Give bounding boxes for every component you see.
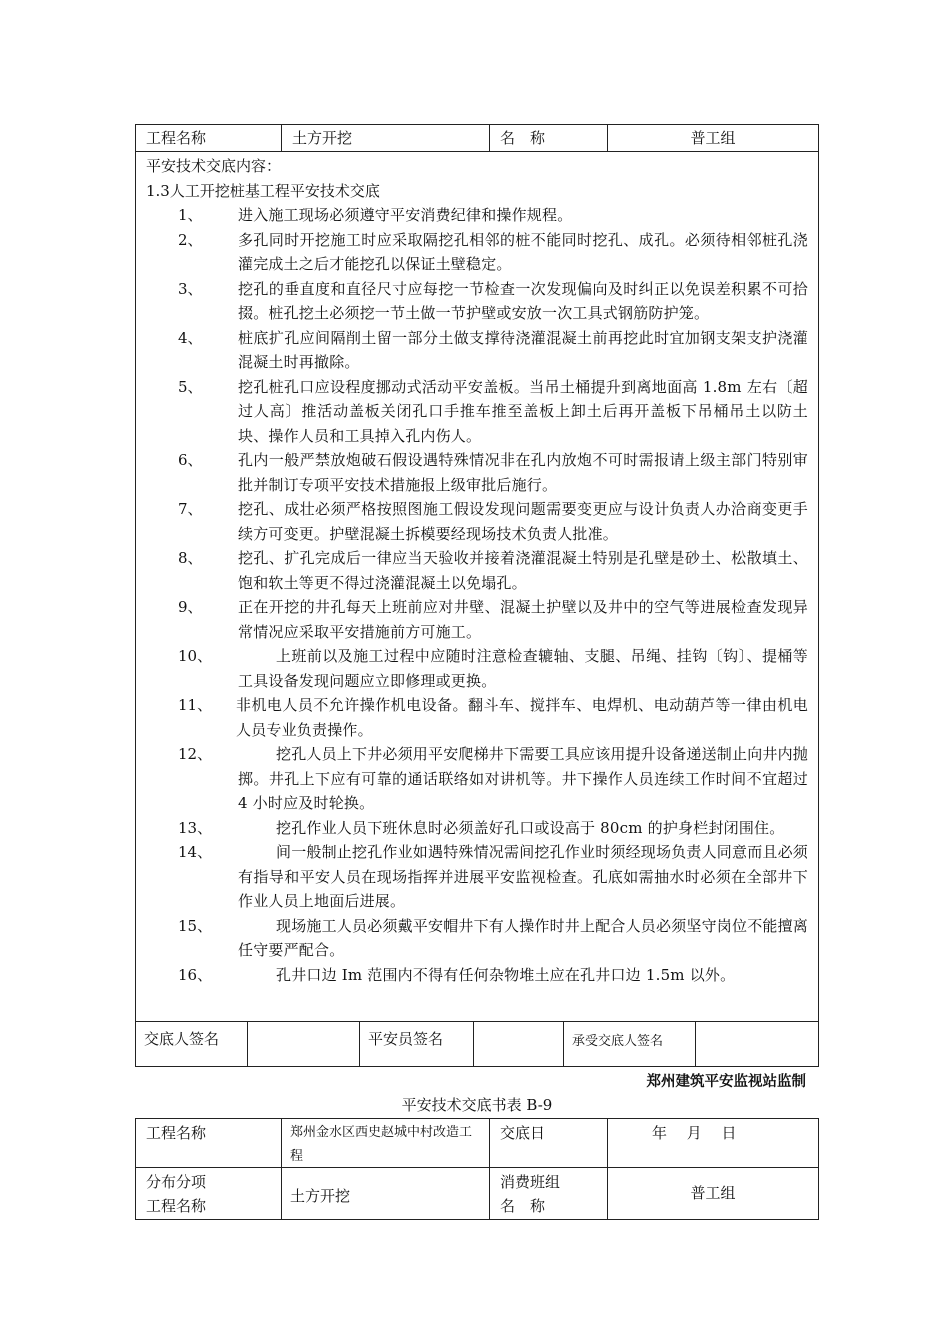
work-team-value: 普工组 <box>690 1184 736 1202</box>
list-item <box>146 644 808 693</box>
item-number: 12、 <box>178 745 213 763</box>
work-team-label-line: 消费班组 <box>500 1173 561 1191</box>
list-item <box>146 963 808 988</box>
item-text: 挖孔作业人员下班休息时必须盖好孔口或设高于 80cm 的护身栏封闭围住。 <box>276 818 785 837</box>
team-name-value: 普工组 <box>690 129 736 147</box>
item-number: 7、 <box>178 500 203 518</box>
item-text: 挖孔桩孔口应设程度挪动式活动平安盖板。当吊土桶提升到离地面高 1.8m 左右〔超过人高〕推活动盖板关闭孔口手推车推至盖板上卸土后再开盖板下吊桶吊土以防土块、操作人员和工具掉入孔内伤人。 <box>238 377 808 445</box>
list-item <box>146 693 808 742</box>
table-row <box>136 1168 818 1219</box>
item-number: 13、 <box>178 818 213 837</box>
subproject-label-line: 工程名称 <box>146 1197 207 1215</box>
safety-officer-signature-label: 平安员签名 <box>360 1022 474 1066</box>
list-item <box>146 228 808 277</box>
item-text: 正在开挖的井孔每天上班前应对井壁、混凝土护壁以及井中的空气等进展检查发现异常情况应采取平安措施前方可施工。 <box>238 598 808 641</box>
list-item <box>146 546 808 595</box>
item-number: 3、 <box>178 279 203 298</box>
list-item <box>146 840 808 914</box>
item-number: 6、 <box>178 451 203 469</box>
item-text: 多孔同时开挖施工时应采取隔挖孔相邻的桩不能同时挖孔、成孔。必须待相邻桩孔浇灌完成土之后才能挖孔以保证土壁稳定。 <box>238 230 808 273</box>
receiver-signature-field[interactable] <box>696 1022 818 1066</box>
item-number: 5、 <box>178 377 203 396</box>
list-item <box>146 914 808 963</box>
project-name-value: 郑州金水区西史赵城中村改造工程 <box>282 1119 490 1167</box>
item-number: 8、 <box>178 549 203 567</box>
work-team-label <box>490 1168 608 1219</box>
item-text: 孔内一般严禁放炮破石假设遇特殊情况非在孔内放炮不可时需报请上级主部门特别审批并制订专项平安技术措施报上级审批后施行。 <box>238 451 808 494</box>
list-item <box>146 742 808 816</box>
project-name-label: 工程名称 <box>136 125 282 151</box>
item-text: 桩底扩孔应间隔削土留一部分土做支撑待浇灌混凝土前再挖此时宜加钢支架支护浇灌混凝土时再撤除。 <box>238 328 808 371</box>
briefing-date-label: 交底日 <box>490 1119 608 1167</box>
item-text: 挖孔的垂直度和直径尺寸应每挖一节检查一次发现偏向及时纠正以免误差积累不可拾掇。桩孔挖土必须挖一节土做一节护壁或安放一次工具式钢筋防护笼。 <box>238 279 808 322</box>
subproject-label <box>136 1168 282 1219</box>
item-number: 16、 <box>178 965 213 984</box>
subproject-value: 土方开挖 <box>282 1168 490 1219</box>
list-item <box>146 203 808 228</box>
form-title: 平安技术交底书表 B-9 <box>401 1096 553 1114</box>
item-text: 现场施工人员必须戴平安帽井下有人操作时井上配合人员必须坚守岗位不能擅离任守要严配合。 <box>238 916 809 959</box>
supervisor-text: 郑州建筑平安监视站监制 <box>646 1074 806 1090</box>
item-text: 挖孔人员上下井必须用平安爬梯井下需要工具应该用提升设备递送制止向井内抛掷。井孔上下应有可靠的通话联络如对讲机等。井下操作人员连续工作时间不宜超过 4 小时应及时轮换。 <box>238 745 809 812</box>
list-item <box>146 448 808 497</box>
table-row <box>136 1119 818 1168</box>
item-text: 上班前以及施工过程中应随时注意检查辘轴、支腿、吊绳、挂钩〔钩〕、提桶等工具设备发现问题应立即修理或更换。 <box>238 647 808 690</box>
list-item <box>146 816 808 841</box>
item-number: 2、 <box>178 230 203 249</box>
section-title: 1.3人工开挖桩基工程平安技术交底 <box>146 181 380 200</box>
list-item <box>146 595 808 644</box>
briefing-form-table <box>135 1118 819 1220</box>
item-text: 挖孔、成壮必须严格按照图施工假设发现问题需要变更应与设计负责人办洽商变更手续方可变更。护壁混凝土拆模要经现场技术负责人批准。 <box>238 500 808 543</box>
project-name-value: 土方开挖 <box>282 125 490 151</box>
item-text: 孔井口边 Im 范围内不得有任何杂物堆土应在孔井口边 1.5m 以外。 <box>276 965 736 984</box>
table-header-row <box>136 125 818 152</box>
content-label: 平安技术交底内容： <box>146 157 282 175</box>
item-text: 挖孔、扩孔完成后一律应当天验收并接着浇灌混凝土特别是孔壁是砂土、松散填土、饱和软土等更不得过浇灌混凝土以免塌孔。 <box>238 549 808 592</box>
item-number: 9、 <box>178 598 203 616</box>
safety-briefing-table <box>135 124 819 1067</box>
receiver-signature-label: 承受交底人签名 <box>564 1022 696 1066</box>
list-item <box>146 497 808 546</box>
work-team-label-line: 名 称 <box>500 1197 546 1215</box>
subproject-label-line: 分布分项 <box>146 1173 207 1191</box>
project-name-label: 工程名称 <box>136 1119 282 1167</box>
item-text: 非机电人员不允许操作机电设备。翻斗车、搅拌车、电焊机、电动葫芦等一律由机电人员专业负责操作。 <box>236 696 808 739</box>
signature-row <box>136 1022 818 1066</box>
presenter-signature-field[interactable] <box>248 1022 360 1066</box>
briefing-date-value: 年 月 日 <box>652 1124 737 1142</box>
list-item <box>146 326 808 375</box>
presenter-signature-label: 交底人签名 <box>136 1022 248 1066</box>
item-text: 进入施工现场必须遵守平安消费纪律和操作规程。 <box>238 206 573 224</box>
list-item <box>146 277 808 326</box>
item-text: 间一般制止挖孔作业如遇特殊情况需间挖孔作业时须经现场负责人同意而且必须有指导和平安人员在现场指挥并进展平安监视检查。孔底如需抽水时必须在全部井下作业人员上地面后进展。 <box>238 843 809 910</box>
item-number: 1、 <box>178 206 203 224</box>
item-number: 4、 <box>178 328 203 347</box>
item-number: 11、 <box>178 696 213 714</box>
team-name-label: 名 称 <box>490 125 608 151</box>
item-number: 14、 <box>178 843 213 861</box>
item-number: 10、 <box>178 647 213 665</box>
briefing-content <box>136 152 818 1022</box>
list-item <box>146 375 808 449</box>
safety-officer-signature-field[interactable] <box>474 1022 564 1066</box>
item-number: 15、 <box>178 916 213 935</box>
